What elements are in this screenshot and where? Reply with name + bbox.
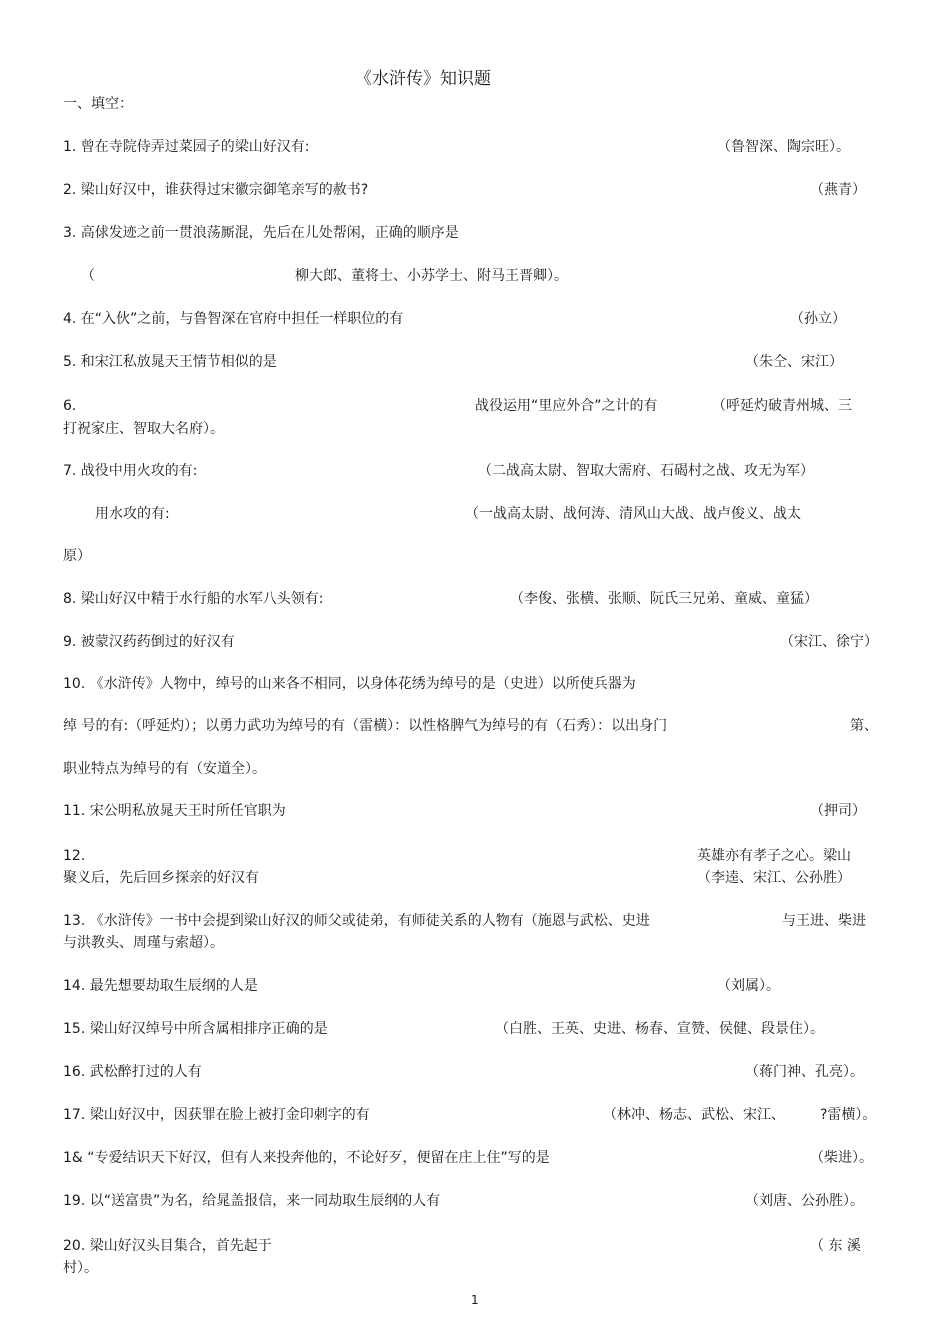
question-15-text: 15. 梁山好汉绰号中所含属相排序正确的是 xyxy=(63,1021,328,1037)
question-6-number: 6. xyxy=(63,398,77,414)
question-10-text-b: 绰 号的有:（呼延灼）；以勇力武功为绰号的有（雷横）：以性格脾气为绰号的有（石秀）：以出身门 xyxy=(63,718,668,734)
question-7-text: 7. 战役中用火攻的有: xyxy=(63,463,198,479)
question-1-text: 1. 曾在寺院侍弄过菜园子的梁山好汉有: xyxy=(63,139,310,155)
question-6-text: 战役运用“里应外合”之计的有 xyxy=(475,398,658,414)
question-4-answer: （孙立） xyxy=(790,311,846,327)
question-12-number: 12. xyxy=(63,848,86,864)
question-11-answer: （押司） xyxy=(810,803,866,819)
question-10-text-c: 第、 xyxy=(850,718,878,734)
question-20-answer: （ 东 溪 xyxy=(810,1238,861,1254)
question-7-answer-cont: 原） xyxy=(63,548,91,564)
question-5-text: 5. 和宋江私放晁天王情节相似的是 xyxy=(63,354,277,370)
question-12-text-b: 聚义后，先后回乡探亲的好汉有 xyxy=(63,870,259,886)
question-18-answer: （柴进）。 xyxy=(810,1150,873,1166)
question-9-answer: （宋江、徐宁） xyxy=(780,634,878,650)
question-3-answer: 柳大郎、董将士、小苏学士、附马王晋卿）。 xyxy=(295,268,568,284)
question-7-text-b: 用水攻的有: xyxy=(95,506,170,522)
question-17-answer: （林冲、杨志、武松、宋江、 xyxy=(603,1107,785,1123)
question-1-answer: （鲁智深、陶宗旺）。 xyxy=(717,139,850,155)
question-20-answer-cont: 村）。 xyxy=(63,1260,98,1276)
question-9-text: 9. 被蒙汉药药倒过的好汉有 xyxy=(63,634,235,650)
question-16-answer: （蒋门神、孔亮）。 xyxy=(745,1064,864,1080)
question-14-answer: （刘属）。 xyxy=(717,978,780,994)
question-5-answer: （朱仝、宋江） xyxy=(745,354,843,370)
question-3-bracket: （ xyxy=(81,268,95,284)
question-16-text: 16. 武松醉打过的人有 xyxy=(63,1064,202,1080)
question-6-answer-cont: 打祝家庄、智取大名府）。 xyxy=(63,421,224,437)
question-19-text: 19. 以“送富贵”为名，给晁盖报信，来一同劫取生辰纲的人有 xyxy=(63,1193,441,1209)
question-12-answer: （李逵、宋江、公孙胜） xyxy=(697,870,851,886)
section-heading: 一、填空： xyxy=(63,96,133,112)
question-13-text-b: 与王进、柴进 xyxy=(782,913,866,929)
question-2-text: 2. 梁山好汉中，谁获得过宋徽宗御笔亲写的赦书? xyxy=(63,182,369,198)
question-6-answer: （呼延灼破青州城、三 xyxy=(712,398,852,414)
question-10-text: 10. 《水浒传》人物中，绰号的山来各不相同，以身体花绣为绰号的是（史进）以所使兵器为 xyxy=(63,676,636,692)
question-10-text-d: 职业特点为绰号的有（安道全）。 xyxy=(63,761,266,777)
question-4-text: 4. 在“入伙”之前，与鲁智深在官府中担任一样职位的有 xyxy=(63,311,404,327)
question-18-text: 1& “专爱结识天下好汉，但有人来投奔他的，不论好歹，便留在庄上住”写的是 xyxy=(63,1150,550,1166)
question-7-answer-b: （一战高太尉、战何涛、清风山大战、战卢俊义、战太 xyxy=(465,506,801,522)
question-8-text: 8. 梁山好汉中精于水行船的水军八头领有: xyxy=(63,591,324,607)
question-13-text: 13. 《水浒传》一书中会提到梁山好汉的师父或徒弟，有师徒关系的人物有（施恩与武松、史进 xyxy=(63,913,650,929)
question-19-answer: （刘唐、公孙胜）。 xyxy=(745,1193,864,1209)
question-2-answer: （燕青） xyxy=(810,182,866,198)
question-11-text: 11. 宋公明私放晁天王时所任官职为 xyxy=(63,803,286,819)
question-14-text: 14. 最先想要劫取生辰纲的人是 xyxy=(63,978,258,994)
question-20-text: 20. 梁山好汉头目集合，首先起于 xyxy=(63,1238,272,1254)
question-3-text: 3. 高俅发迹之前一贯浪荡厮混，先后在儿处帮闲，正确的顺序是 xyxy=(63,225,459,241)
question-8-answer: （李俊、张横、张顺、阮氏三兄弟、童威、童猛） xyxy=(510,591,818,607)
question-13-answer-cont: 与洪教头、周瑾与索超）。 xyxy=(63,935,224,951)
document-title: 《水浒传》知识题 xyxy=(355,69,491,89)
question-17-text: 17. 梁山好汉中，因获罪在脸上被打金印刺字的有 xyxy=(63,1107,370,1123)
page-number: 1 xyxy=(471,1293,479,1307)
question-17-answer-b: ?雷横）。 xyxy=(820,1107,877,1123)
question-15-answer: （白胜、王英、史进、杨春、宣赞、侯健、段景住）。 xyxy=(495,1021,824,1037)
question-7-answer: （二战高太尉、智取大需府、石碣村之战、攻无为军） xyxy=(478,463,814,479)
question-12-text: 英雄亦有孝子之心。梁山 xyxy=(697,848,851,864)
